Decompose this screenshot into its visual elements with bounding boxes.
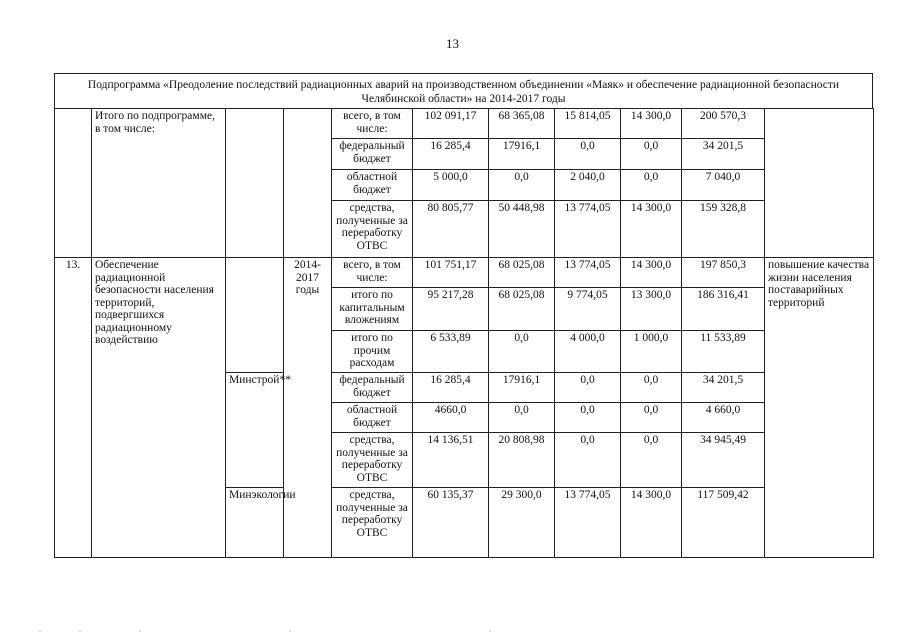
- value-2016: 15 814,05: [555, 109, 621, 139]
- item-number: 13.: [55, 258, 92, 558]
- result-cell: [765, 109, 874, 258]
- period-cell: [284, 109, 332, 258]
- value-2016: 13 774,05: [555, 488, 621, 558]
- value-2015: 68 025,08: [489, 288, 555, 331]
- value-2016: 0,0: [555, 373, 621, 403]
- value-total: 186 316,41: [682, 288, 765, 331]
- value-2015: 0,0: [489, 331, 555, 373]
- subprogram-title: Подпрограмма «Преодоление последствий радиационных аварий на производственном объединении «Маяк» и обеспечение радиационной безопасности Челябинской области» на 2014-2017 годы: [54, 73, 873, 109]
- value-2017: 13 300,0: [621, 288, 682, 331]
- value-2017: 14 300,0: [621, 258, 682, 288]
- number-cell: [55, 109, 92, 258]
- value-2015: 29 300,0: [489, 488, 555, 558]
- value-total: 4 660,0: [682, 403, 765, 433]
- table-row: [55, 109, 874, 139]
- value-2014: 6 533,89: [413, 331, 489, 373]
- item-result: повышение качества жизни населения поставарийных территорий: [765, 258, 874, 558]
- source-cell: итого по прочим расходам: [332, 331, 413, 373]
- value-2014: 14 136,51: [413, 433, 489, 488]
- value-2016: 2 040,0: [555, 170, 621, 201]
- value-total: 117 509,42: [682, 488, 765, 558]
- value-2017: 0,0: [621, 373, 682, 403]
- value-total: 159 328,8: [682, 201, 765, 258]
- value-2014: 16 285,4: [413, 373, 489, 403]
- value-2016: 4 000,0: [555, 331, 621, 373]
- executor-cell: [226, 109, 284, 258]
- value-2015: 68 365,08: [489, 109, 555, 139]
- value-2014: 16 285,4: [413, 139, 489, 170]
- value-2015: 17916,1: [489, 139, 555, 170]
- item-name: Обеспечение радиационной безопасности населения территорий, подвергшихся радиационному воздействию: [92, 258, 226, 558]
- value-2017: 0,0: [621, 403, 682, 433]
- value-2016: 13 774,05: [555, 201, 621, 258]
- value-2015: 0,0: [489, 170, 555, 201]
- value-2015: 68 025,08: [489, 258, 555, 288]
- value-total: 34 201,5: [682, 373, 765, 403]
- value-2014: 102 091,17: [413, 109, 489, 139]
- value-2016: 13 774,05: [555, 258, 621, 288]
- value-total: 200 570,3: [682, 109, 765, 139]
- value-2017: 0,0: [621, 139, 682, 170]
- value-2016: 0,0: [555, 403, 621, 433]
- value-2016: 0,0: [555, 433, 621, 488]
- value-2017: 14 300,0: [621, 109, 682, 139]
- value-total: 7 040,0: [682, 170, 765, 201]
- value-2014: 4660,0: [413, 403, 489, 433]
- value-2014: 60 135,37: [413, 488, 489, 558]
- value-2014: 5 000,0: [413, 170, 489, 201]
- value-2017: 0,0: [621, 170, 682, 201]
- source-cell: областной бюджет: [332, 403, 413, 433]
- item-period: 2014-2017 годы: [284, 258, 332, 558]
- value-2015: 50 448,98: [489, 201, 555, 258]
- source-cell: федеральный бюджет: [332, 139, 413, 170]
- value-total: 34 201,5: [682, 139, 765, 170]
- value-2014: 95 217,28: [413, 288, 489, 331]
- executor-cell: [226, 258, 284, 373]
- source-cell: средства, полученные за переработку ОТВС: [332, 433, 413, 488]
- source-cell: итого по капитальным вложениям: [332, 288, 413, 331]
- value-2015: 20 808,98: [489, 433, 555, 488]
- value-2015: 0,0: [489, 403, 555, 433]
- value-total: 197 850,3: [682, 258, 765, 288]
- value-2017: 14 300,0: [621, 201, 682, 258]
- value-2017: 1 000,0: [621, 331, 682, 373]
- value-total: 11 533,89: [682, 331, 765, 373]
- value-total: 34 945,49: [682, 433, 765, 488]
- executor-mineko: Минэкологии: [226, 488, 284, 558]
- scan-noise: [20, 628, 880, 634]
- executor-minstroy: Минстрой**: [226, 373, 284, 488]
- budget-table: [54, 108, 874, 558]
- source-cell: областной бюджет: [332, 170, 413, 201]
- source-cell: всего, в том числе:: [332, 109, 413, 139]
- source-cell: средства, полученные за переработку ОТВС: [332, 488, 413, 558]
- value-2014: 80 805,77: [413, 201, 489, 258]
- value-2014: 101 751,17: [413, 258, 489, 288]
- source-cell: средства, полученные за переработку ОТВС: [332, 201, 413, 258]
- page-number: 13: [446, 36, 459, 51]
- source-cell: федеральный бюджет: [332, 373, 413, 403]
- value-2017: 14 300,0: [621, 488, 682, 558]
- source-cell: всего, в том числе:: [332, 258, 413, 288]
- value-2017: 0,0: [621, 433, 682, 488]
- value-2016: 9 774,05: [555, 288, 621, 331]
- table-row: [55, 258, 874, 288]
- value-2016: 0,0: [555, 139, 621, 170]
- value-2015: 17916,1: [489, 373, 555, 403]
- total-label: Итого по подпрограмме, в том числе:: [92, 109, 226, 258]
